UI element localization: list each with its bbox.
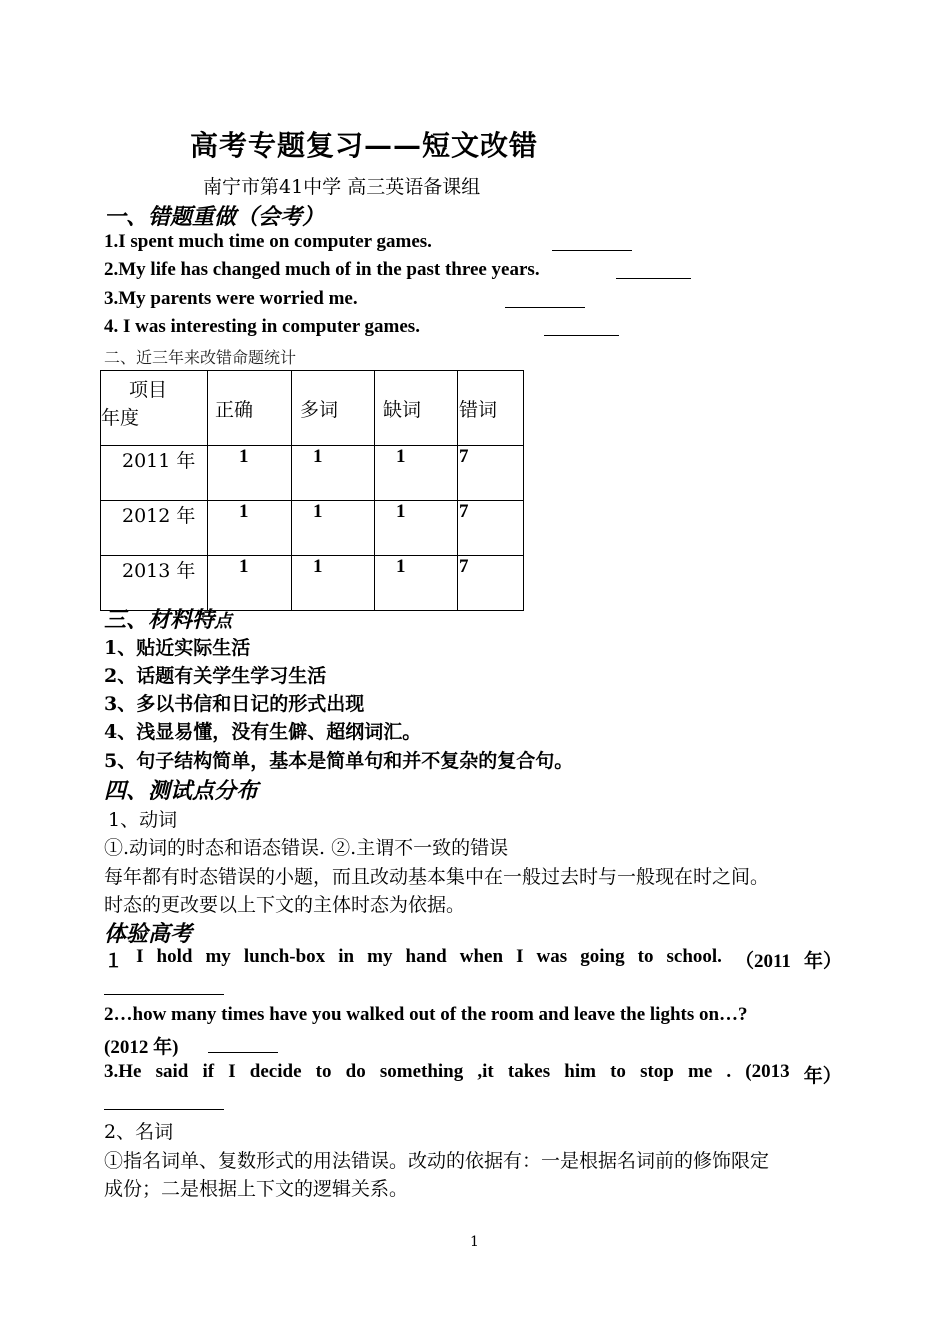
list-item: 5、句子结构简单，基本是简单句和并不复杂的复合句。	[104, 750, 574, 772]
question-text: 1.I spent much time on computer games.	[104, 231, 432, 252]
verb-note: 时态的更改要以上下文的主体时态为依据。	[104, 894, 466, 916]
list-item	[104, 259, 540, 281]
word: (2013	[745, 1061, 790, 1082]
page-title: 高考专题复习——短文改错	[190, 129, 539, 162]
word: something	[379, 1061, 464, 1082]
column-header: 缺词	[375, 371, 458, 446]
question-text: 3.My parents were worried me.	[104, 288, 358, 309]
table-cell: 1	[208, 446, 292, 501]
section3-heading	[104, 603, 232, 634]
section2-heading: 二、近三年来改错命题统计	[104, 348, 297, 367]
word: I	[516, 946, 524, 967]
year-cell: 2013 年	[101, 556, 208, 611]
word: said	[155, 1061, 189, 1082]
answer-blank[interactable]	[552, 234, 632, 251]
table-cell: 1	[375, 501, 458, 556]
noun-note: ①指名词单、复数形式的用法错误。改动的依据有：一是根据名词前的修饰限定	[104, 1150, 770, 1172]
word: to	[637, 946, 654, 967]
verb-title: 1、动词	[108, 809, 178, 831]
corner-top-label: 项目	[129, 379, 168, 401]
word: 年）	[803, 1066, 842, 1087]
table-header-row	[101, 371, 524, 446]
answer-blank[interactable]	[104, 1093, 224, 1110]
year-cell: 2012 年	[101, 501, 208, 556]
word: to	[315, 1061, 332, 1082]
answer-blank[interactable]	[616, 262, 691, 279]
exam-sentence	[104, 1061, 842, 1088]
page-number: 1	[470, 1234, 479, 1250]
table-cell: 1	[292, 501, 375, 556]
word: stop	[640, 1061, 674, 1082]
word: hold	[156, 946, 193, 967]
verb-errors: ①.动词的时态和语态错误. ②.主谓不一致的错误	[104, 837, 509, 859]
table-cell: 1	[208, 501, 292, 556]
list-item	[104, 288, 358, 310]
word: in	[338, 946, 355, 967]
word: .	[726, 1061, 732, 1082]
question-text: 4. I was interesting in computer games.	[104, 316, 420, 337]
word: １	[104, 951, 124, 972]
corner-bottom-label: 年度	[101, 407, 140, 429]
word: （2011	[734, 951, 791, 972]
noun-note: 成份；二是根据上下文的逻辑关系。	[104, 1178, 409, 1200]
word: lunch-box	[243, 946, 326, 967]
list-item: 1、贴近实际生活	[104, 637, 251, 659]
year-cell: 2011 年	[101, 446, 208, 501]
word: ,it	[477, 1061, 494, 1082]
table-cell: 1	[375, 556, 458, 611]
table-cell: 1	[292, 446, 375, 501]
word: 3.He	[104, 1061, 142, 1082]
word: to	[610, 1061, 626, 1082]
list-item: 3、多以书信和日记的形式出现	[104, 693, 365, 715]
word: takes	[507, 1061, 551, 1082]
section3-heading-tail: 点	[214, 611, 233, 632]
word: my	[367, 946, 393, 967]
table-cell: 7	[458, 501, 524, 556]
answer-blank[interactable]	[104, 978, 224, 995]
word: 年）	[803, 951, 842, 972]
page-subtitle: 南宁市第41中学 高三英语备课组	[203, 176, 481, 198]
word: school.	[666, 946, 722, 967]
column-header: 多词	[292, 371, 375, 446]
word: if	[202, 1061, 215, 1082]
section1-heading: 一、错题重做（会考）	[104, 204, 325, 230]
section4-heading: 四、测试点分布	[104, 778, 259, 804]
word: do	[345, 1061, 366, 1082]
table-cell: 1	[292, 556, 375, 611]
list-item: 2、话题有关学生学习生活	[104, 665, 327, 687]
exam-sentence	[104, 946, 842, 973]
column-header: 错词	[458, 371, 524, 446]
word: going	[580, 946, 625, 967]
list-item	[104, 231, 432, 253]
statistics-table	[100, 370, 524, 611]
column-header: 正确	[208, 371, 292, 446]
word: me	[688, 1061, 713, 1082]
section3-heading-main: 三、材料特	[104, 607, 215, 633]
answer-blank[interactable]	[208, 1036, 278, 1053]
word: him	[564, 1061, 596, 1082]
corner-cell	[101, 371, 208, 446]
word: I	[228, 1061, 236, 1082]
table-cell: 1	[208, 556, 292, 611]
word: was	[536, 946, 568, 967]
table-row	[101, 446, 524, 501]
exam-sentence: 2…how many times have you walked out of the room and leave the lights on…?	[104, 1004, 748, 1025]
list-item	[104, 316, 420, 338]
experience-heading: 体验高考	[104, 921, 193, 947]
table-cell: 1	[375, 446, 458, 501]
word: decide	[249, 1061, 302, 1082]
table-cell: 7	[458, 446, 524, 501]
answer-blank[interactable]	[544, 319, 619, 336]
table-cell: 7	[458, 556, 524, 611]
list-item: 4、浅显易懂，没有生僻、超纲词汇。	[104, 721, 422, 743]
verb-note: 每年都有时态错误的小题，而且改动基本集中在一般过去时与一般现在时之间。	[104, 866, 770, 888]
noun-title: 2、名词	[104, 1121, 174, 1143]
word: when	[459, 946, 504, 967]
word: I	[136, 946, 144, 967]
word: my	[205, 946, 231, 967]
answer-blank[interactable]	[505, 291, 585, 308]
table-row	[101, 501, 524, 556]
exam-sentence-year: (2012 年)	[104, 1037, 179, 1058]
question-text: 2.My life has changed much of in the past three years.	[104, 259, 540, 280]
word: hand	[405, 946, 447, 967]
